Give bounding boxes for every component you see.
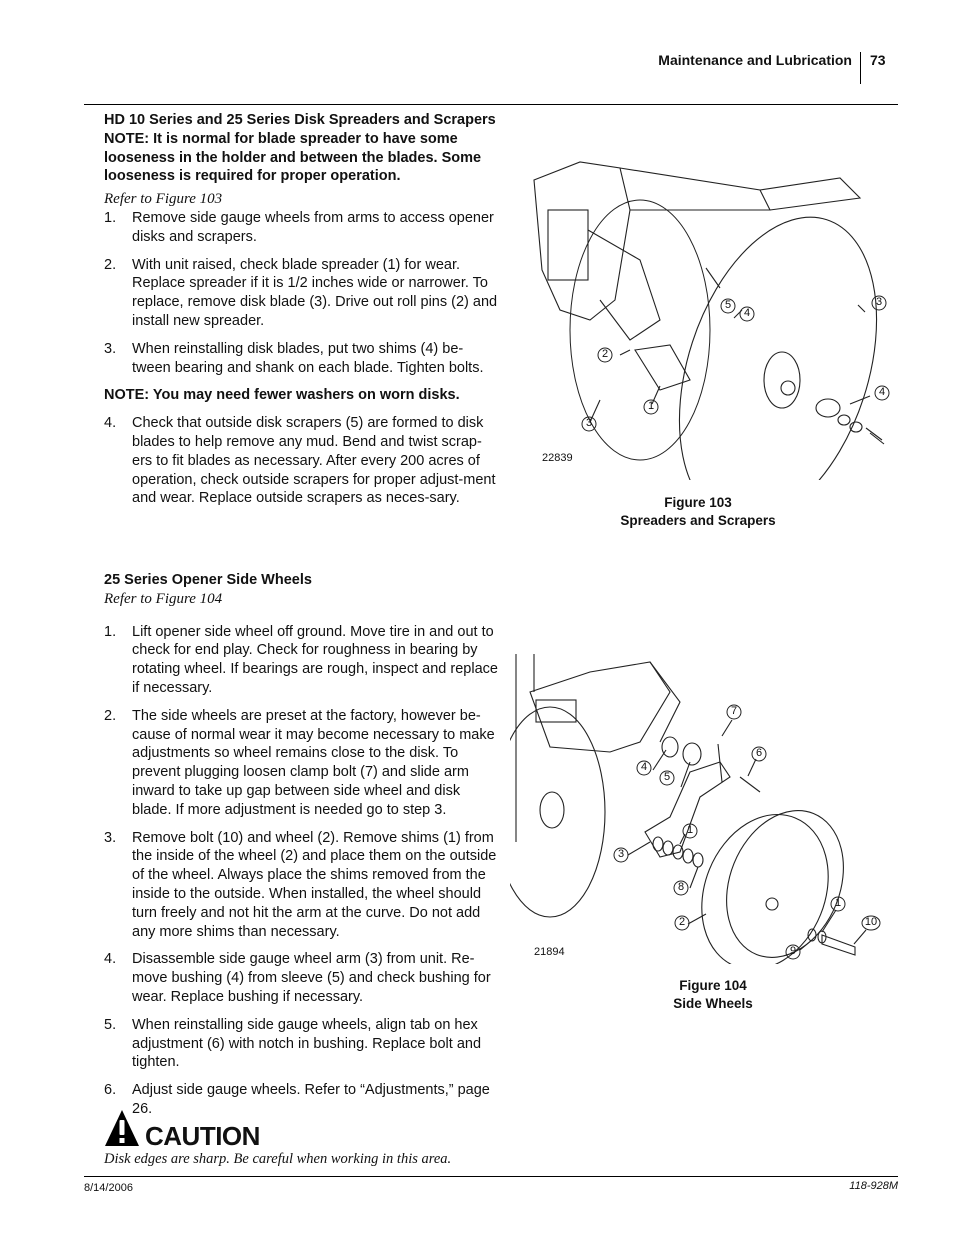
list-item: 4. Check that outside disk scrapers (5) are formed to disk blades to help remove any mud. Bend and twist scrap-ers to fit blades as necessary. After every 200 acres of operation, check outside scrapers for proper adjust-ment and wear. Replace outside scrapers as neces-sary.: [104, 415, 496, 507]
callout-label: 1: [647, 400, 655, 412]
figure-103-illustration: [520, 150, 900, 480]
list-item: 5. When reinstalling side gauge wheels, align tab on hex adjustment (6) with notch in bushing. Replace bolt and tighten.: [104, 1016, 482, 1071]
list-item: 3. Remove bolt (10) and wheel (2). Remove shims (1) from the inside of the wheel (2) and place them on the outside of the wheel. Always place the shims removed from the inside to the outside. When installed, the wheel should turn freely and not hit the arm at the curve. Do not add any more shims than necessary.: [104, 829, 497, 940]
warning-triangle-icon: [104, 1108, 140, 1148]
figure-103-image-number: 22839: [542, 452, 573, 464]
callout-label: 1: [686, 824, 694, 836]
header-rule: [84, 104, 898, 105]
list-item: 1. Lift opener side wheel off ground. Move tire in and out to check for end play. Check for roughness in bearing by rotating wheel. If bearings are rough, inspect and replace if necessary.: [104, 623, 498, 696]
callout-label: 3: [585, 417, 593, 429]
running-header-title: Maintenance and Lubrication: [658, 52, 852, 68]
callout-label: 4: [743, 307, 751, 319]
callout-label: 7: [730, 705, 738, 717]
section-disk-spreaders: [104, 111, 500, 517]
section-heading: HD 10 Series and 25 Series Disk Spreaders and Scrapers: [104, 112, 496, 128]
callout-label: 8: [677, 881, 685, 893]
callout-label: 3: [617, 848, 625, 860]
refer-figure-104: Refer to Figure 104: [104, 590, 223, 607]
section-heading: 25 Series Opener Side Wheels: [104, 572, 312, 588]
callout-label: 5: [663, 771, 671, 783]
steps-list-continued: [104, 414, 500, 508]
footer-rule: [84, 1176, 898, 1177]
figure-103-caption: Figure 103 Spreaders and Scrapers: [620, 495, 776, 528]
section-side-wheels: [104, 571, 500, 1128]
figure-104-illustration: [510, 652, 890, 964]
callout-label: 2: [601, 348, 609, 360]
callout-label: 6: [755, 747, 763, 759]
caution-message: Disk edges are sharp. Be careful when working in this area.: [104, 1151, 452, 1167]
callout-label: 5: [724, 299, 732, 311]
footer-date: 8/14/2006: [84, 1182, 133, 1194]
callout-label: 4: [878, 386, 886, 398]
header-divider: [860, 52, 861, 84]
callout-label: 1: [834, 897, 842, 909]
steps-list: [104, 209, 500, 377]
footer-doc-number: 118-928M: [849, 1180, 898, 1192]
callout-label: 3: [875, 296, 883, 308]
note-looseness: NOTE: It is normal for blade spreader to have some looseness in the holder and between the blades. Some looseness is required for proper operation.: [104, 130, 482, 185]
callout-label: 4: [640, 761, 648, 773]
figure-104-caption: Figure 104 Side Wheels: [673, 978, 753, 1011]
list-item: 3. When reinstalling disk blades, put two shims (4) be-tween bearing and shank on each blade. Tighten bolts.: [104, 340, 484, 376]
list-item: 2. With unit raised, check blade spreader (1) for wear. Replace spreader if it is 1/2 inches wide or narrower. To replace, remove disk blade (3). Drive out roll pins (2) and install new spreader.: [104, 256, 498, 329]
refer-figure-103: Refer to Figure 103: [104, 191, 223, 208]
callout-label: 10: [864, 916, 878, 928]
caution-label: CAUTION: [145, 1121, 260, 1151]
callout-label: 9: [789, 945, 797, 957]
note-washers: NOTE: You may need fewer washers on worn disks.: [104, 387, 460, 404]
list-item: 2. The side wheels are preset at the factory, however be-cause of normal wear it may become necessary to make adjustments so wheel remains close to the disk. To prevent plugging loosen clamp bolt (7) and slide arm inward to take up gap between side wheel and disk blade. If more adjustment is needed go to step 3.: [104, 707, 495, 818]
steps-list: [104, 623, 500, 1119]
list-item: 1. Remove side gauge wheels from arms to access opener disks and scrapers.: [104, 209, 494, 245]
callout-label: 2: [678, 916, 686, 928]
figure-104-image-number: 21894: [534, 946, 565, 958]
list-item: 4. Disassemble side gauge wheel arm (3) from unit. Re-move bushing (4) from sleeve (5) and check bushing for wear. Replace bushing if necessary.: [104, 951, 491, 1005]
page-number: 73: [870, 52, 886, 68]
list-item: 6. Adjust side gauge wheels. Refer to “Adjustments,” page 26.: [104, 1082, 490, 1117]
